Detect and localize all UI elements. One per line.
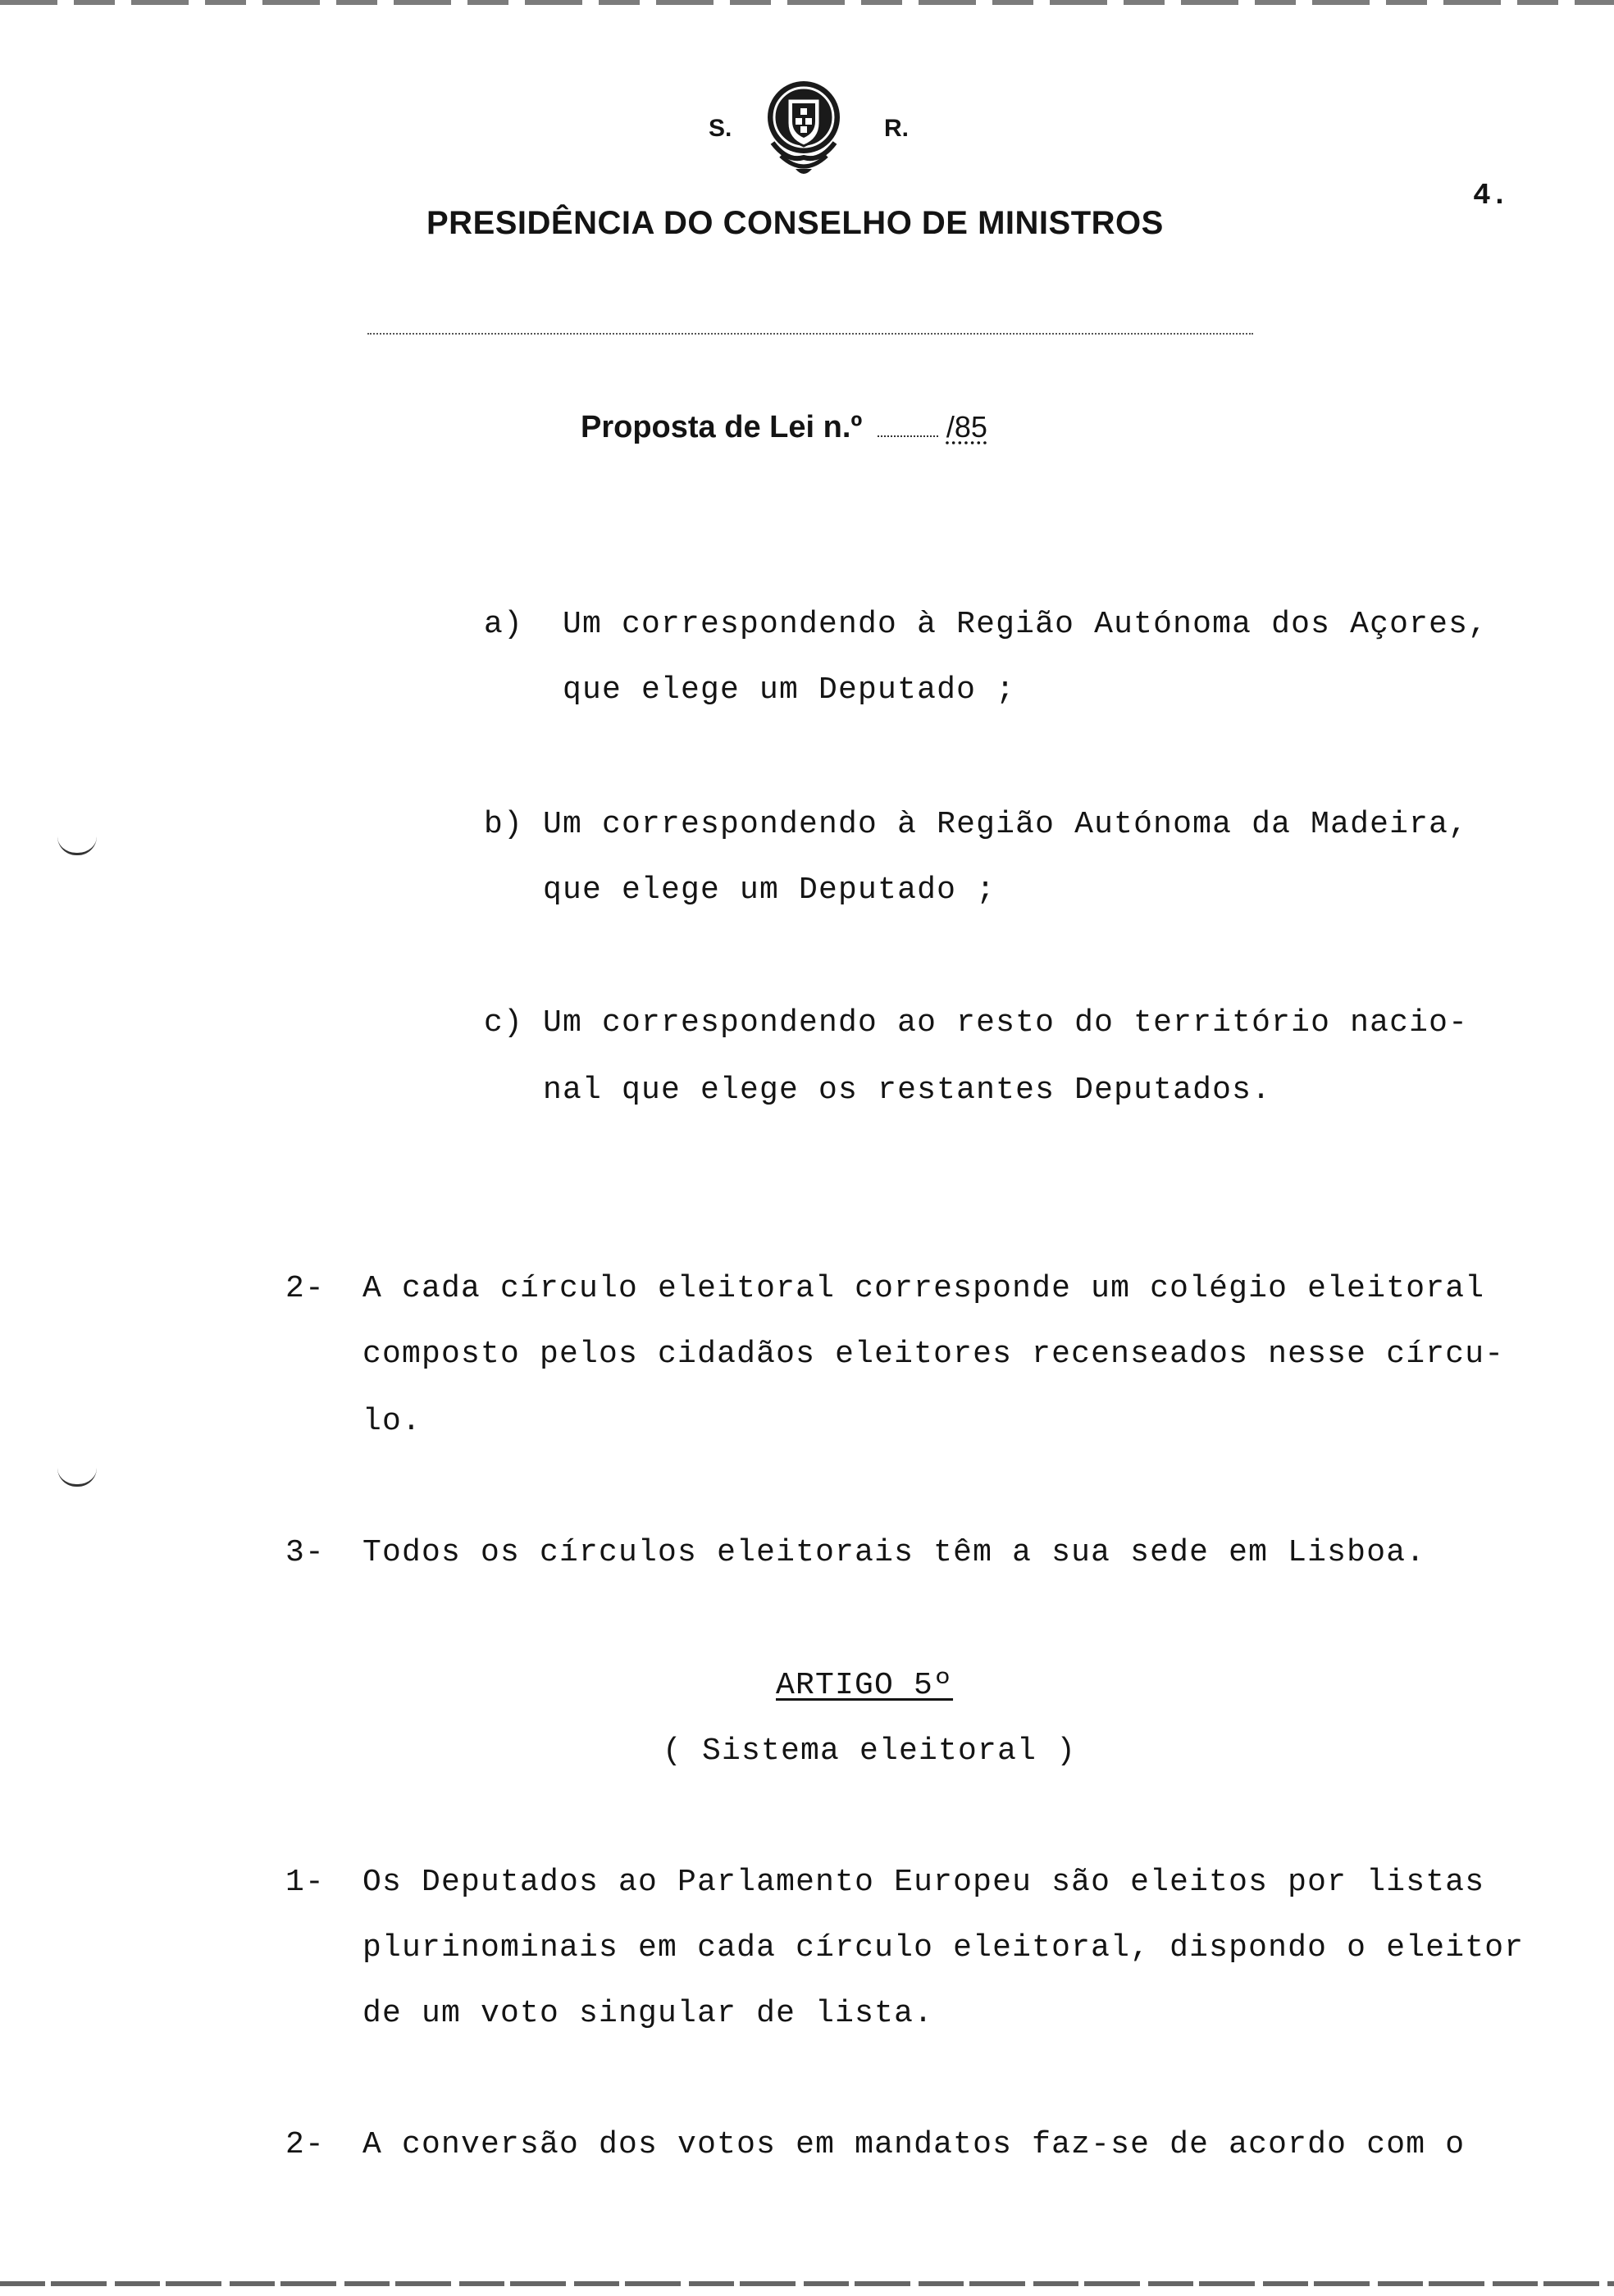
article-subtitle: ( Sistema eleitoral ) (663, 1733, 1077, 1769)
binder-hole-mark (57, 836, 97, 855)
item-c-line-1: Um correspondendo ao resto do território nacio- (543, 1005, 1469, 1041)
binder-hole-mark (57, 1468, 97, 1487)
institution-title: PRESIDÊNCIA DO CONSELHO DE MINISTROS (426, 205, 1164, 241)
proposta-number: /85 (946, 410, 987, 444)
clause-b1-line-3: de um voto singular de lista. (362, 1996, 934, 2031)
coat-of-arms-icon (763, 72, 845, 187)
clause-2-line-2: composto pelos cidadãos eleitores recenseados nesse círcu- (362, 1337, 1505, 1372)
clause-2-marker: 2- (285, 1271, 326, 1306)
item-c-line-2: nal que elege os restantes Deputados. (543, 1073, 1272, 1108)
clause-b1-marker: 1- (285, 1865, 326, 1900)
proposta-dotted-fill (878, 430, 938, 437)
scan-top-edge (0, 0, 1614, 5)
clause-b2-marker: 2- (285, 2127, 326, 2162)
proposta-line (581, 410, 987, 445)
clause-2-line-3: lo. (362, 1404, 422, 1439)
clause-3-line-1: Todos os círculos eleitorais têm a sua sede em Lisboa. (362, 1535, 1426, 1570)
header-letter-r: R. (884, 115, 909, 142)
clause-b1-line-2: plurinominais em cada círculo eleitoral, dispondo o eleitor (362, 1930, 1525, 1966)
item-a-marker: a) (484, 607, 524, 642)
item-b-marker: b) (484, 807, 524, 842)
item-c-marker: c) (484, 1005, 524, 1041)
clause-b2-line-1: A conversão dos votos em mandatos faz-se de acordo com o (362, 2127, 1466, 2162)
item-b-line-1: Um correspondendo à Região Autónoma da Madeira, (543, 807, 1469, 842)
item-a-line-1: Um correspondendo à Região Autónoma dos Açores, (563, 607, 1489, 642)
scan-bottom-edge (0, 2281, 1614, 2286)
header-letter-s: S. (709, 115, 732, 142)
item-a-line-2: que elege um Deputado ; (563, 672, 1016, 708)
clause-b1-line-1: Os Deputados ao Parlamento Europeu são eleitos por listas (362, 1865, 1485, 1900)
header-divider (367, 333, 1253, 335)
proposta-label: Proposta de Lei n.º (581, 410, 863, 444)
article-heading: ARTIGO 5º (776, 1668, 954, 1703)
item-b-line-2: que elege um Deputado ; (543, 872, 996, 908)
page-number: 4. (1473, 179, 1509, 212)
clause-2-line-1: A cada círculo eleitoral corresponde um colégio eleitoral (362, 1271, 1485, 1306)
clause-3-marker: 3- (285, 1535, 326, 1570)
